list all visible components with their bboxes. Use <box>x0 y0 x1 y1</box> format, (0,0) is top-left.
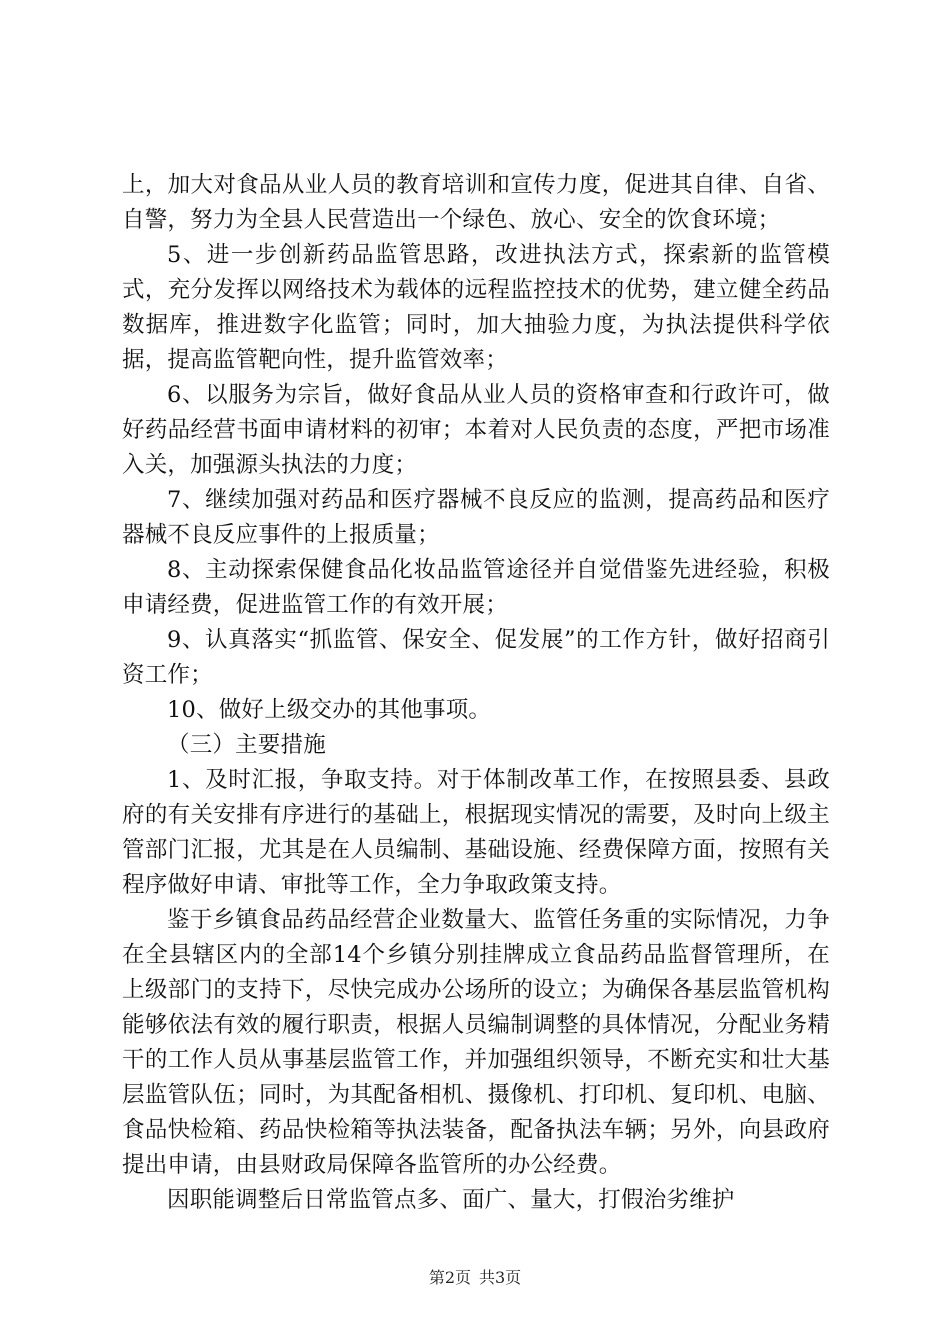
paragraph-item-5: 5、进一步创新药品监管思路，改进执法方式，探索新的监管模式，充分发挥以网络技术为载体的远程监控技术的优势，建立健全药品数据库，推进数字化监管；同时，加大抽验力度，为执法提供科学依据，提高监管靶向性，提升监管效率； <box>122 242 830 373</box>
paragraph-item-8: 8、主动探索保健食品化妆品监管途径并自觉借鉴先进经验，积极申请经费，促进监管工作的有效开展； <box>122 557 830 618</box>
paragraph-township: 鉴于乡镇食品药品经营企业数量大、监管任务重的实际情况，力争在全县辖区内的全部14个乡镇分别挂牌成立食品药品监督管理所，在上级部门的支持下，尽快完成办公场所的设立；为确保各基层监管机构能够依法有效的履行职责，根据人员编制调整的具体情况，分配业务精干的工作人员从事基层监管工作，并加强组织领导，不断充实和壮大基层监管队伍；同时，为其配备相机、摄像机、打印机、复印机、电脑、食品快检箱、药品快检箱等执法装备，配备执法车辆；另外，向县政府提出申请，由县财政局保障各监管所的办公经费。 <box>122 907 830 1178</box>
paragraph-continuation: 上，加大对食品从业人员的教育培训和宣传力度，促进其自律、自省、自警，努力为全县人民营造出一个绿色、放心、安全的饮食环境； <box>122 172 830 233</box>
paragraph-item-6: 6、以服务为宗旨，做好食品从业人员的资格审查和行政许可，做好药品经营书面申请材料的初审；本着对人民负责的态度，严把市场准入关，加强源头执法的力度； <box>122 382 830 478</box>
paragraph-item-9: 9、认真落实“抓监管、保安全、促发展”的工作方针，做好招商引资工作； <box>122 627 830 688</box>
page-number: 第2页 <box>428 1268 471 1287</box>
paragraph-final: 因职能调整后日常监管点多、面广、量大，打假治劣维护 <box>167 1187 735 1213</box>
section-heading: （三）主要措施 <box>167 732 326 758</box>
body-text <box>122 168 830 1218</box>
page-total: 共3页 <box>479 1268 522 1287</box>
paragraph-item-10: 10、做好上级交办的其他事项。 <box>167 697 492 723</box>
page-footer <box>0 1268 950 1288</box>
paragraph-item-7: 7、继续加强对药品和医疗器械不良反应的监测，提高药品和医疗器械不良反应事件的上报质量； <box>122 487 830 548</box>
paragraph-measure-1: 1、及时汇报，争取支持。对于体制改革工作，在按照县委、县政府的有关安排有序进行的基础上，根据现实情况的需要，及时向上级主管部门汇报，尤其是在人员编制、基础设施、经费保障方面，按照有关程序做好申请、审批等工作，全力争取政策支持。 <box>122 767 830 898</box>
